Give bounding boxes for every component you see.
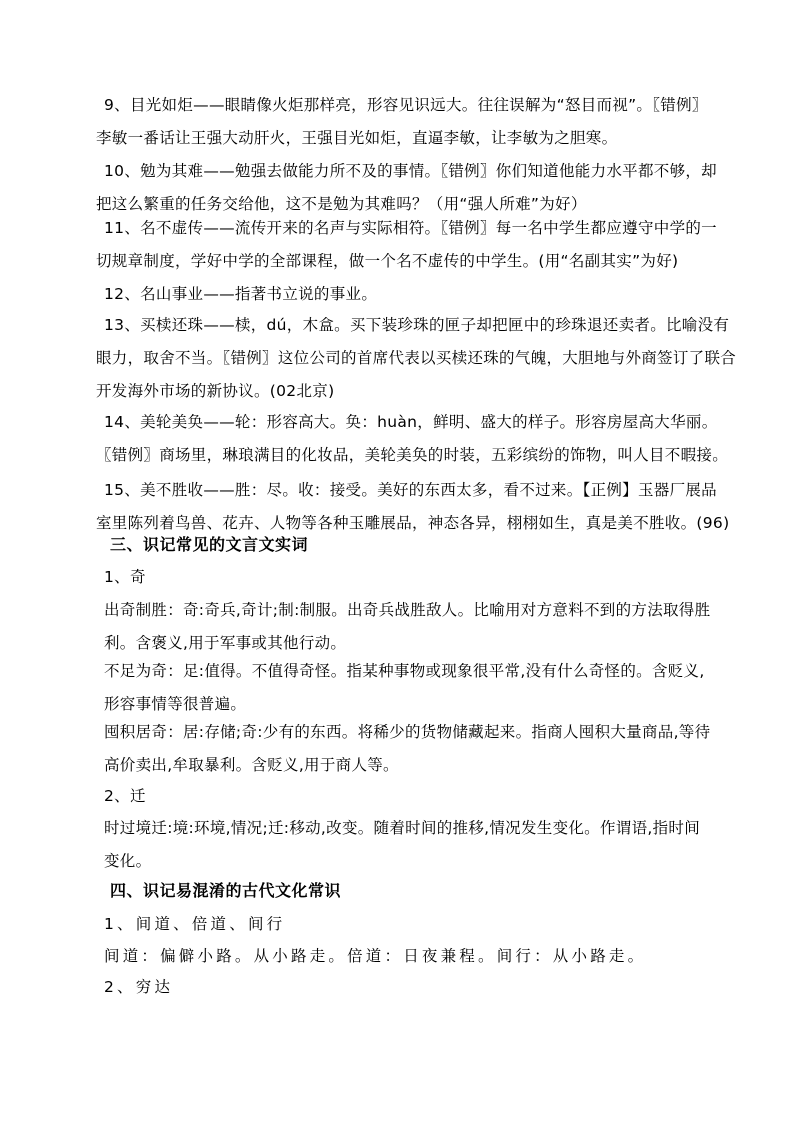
idiom-entry-11 (96, 212, 724, 278)
entry-line: 室里陈列着鸟兽、花卉、人物等各种玉雕展品，神态各异，栩栩如生，真是美不胜收。(96) (96, 514, 730, 532)
entry-line: 切规章制度，学好中学的全部课程，做一个名不虚传的中学生。(用“名副其实”为好) (96, 252, 679, 270)
entry-line: 出奇制胜：奇:奇兵,奇计;制:制服。出奇兵战胜敌人。比喻用对方意料不到的方法取得胜 (104, 601, 711, 619)
entry-line: 利。含褒义,用于军事或其他行动。 (104, 634, 347, 652)
entry-line: 变化。 (104, 852, 152, 870)
word-entry (104, 655, 724, 721)
entry-line: 时过境迁:境:环境,情况;迁:移动,改变。随着时间的推移,情况发生变化。作谓语,指时间 (104, 819, 700, 837)
entry-line: 10、勉为其难——勉强去做能力所不及的事情。〖错例〗你们知道他能力水平都不够，却 (104, 162, 717, 180)
entry-line: 眼力，取舍不当。〖错例〗这位公司的首席代表以买椟还珠的气魄，大胆地与外商签订了联合 (96, 349, 737, 367)
entry-line: 把这么繁重的任务交给他，这不是勉为其难吗？（用“强人所难”为好） (96, 195, 587, 213)
section-heading-4: 四、识记易混淆的古代文化常识 (110, 881, 342, 900)
subheading-text: 2、穷达 (104, 978, 174, 996)
entry-line: 间道：偏僻小路。从小路走。倍道：日夜兼程。间行：从小路走。 (104, 947, 647, 965)
entry-line: 开发海外市场的新协议。(02北京) (96, 382, 335, 400)
subheading (104, 561, 724, 594)
entry-line: 〖错例〗商场里，琳琅满目的化妆品，美轮美奂的时装，五彩缤纷的饰物，叫人目不暇接。 (96, 446, 729, 464)
idiom-entry-9 (96, 89, 724, 155)
subheading (104, 971, 724, 1004)
word-entry (104, 594, 724, 660)
word-entry (104, 716, 724, 782)
subheading (104, 780, 724, 813)
entry-line: 囤积居奇：居:存储;奇:少有的东西。将稀少的货物储藏起来。指商人囤积大量商品,等待 (104, 723, 711, 741)
section-heading-3: 三、识记常见的文言文实词 (110, 535, 309, 554)
entry-line: 9、目光如炬——眼睛像火炬那样亮，形容见识远大。往往误解为“怒目而视”。〖错例〗 (104, 96, 708, 114)
entry-line: 13、买椟还珠——椟，dú，木盒。买下装珍珠的匣子却把匣中的珍珠退还卖者。比喻没有 (104, 316, 730, 334)
entry-line: 14、美轮美奂——轮：形容高大。奂：huàn，鲜明、盛大的样子。形容房屋高大华丽。 (104, 413, 718, 431)
subheading (104, 908, 724, 941)
entry-line: 不足为奇：足:值得。不值得奇怪。指某种事物或现象很平常,没有什么奇怪的。含贬义, (104, 662, 705, 680)
word-entry (104, 812, 724, 878)
entry-line: 12、名山事业——指著书立说的事业。 (104, 285, 378, 303)
idiom-entry-14 (96, 406, 729, 472)
entry-line: 15、美不胜收——胜：尽。收：接受。美好的东西太多，看不过来。【正例】玉器厂展品 (104, 481, 717, 499)
subheading-text: 2、迁 (104, 787, 146, 805)
entry-line: 李敏一番话让王强大动肝火，王强目光如炬，直逼李敏，让李敏为之胆寒。 (96, 129, 618, 147)
word-entry (104, 940, 724, 973)
entry-line: 形容事情等很普遍。 (104, 695, 247, 713)
subheading-text: 1、间道、倍道、间行 (104, 915, 286, 933)
subheading-text: 1、奇 (104, 568, 146, 586)
entry-line: 高价卖出,牟取暴利。含贬义,用于商人等。 (104, 756, 399, 774)
entry-line: 11、名不虚传——流传开来的名声与实际相符。〖错例〗每一名中学生都应遵守中学的一 (104, 219, 717, 237)
idiom-entry-13 (96, 309, 737, 408)
idiom-entry-12 (104, 278, 724, 311)
